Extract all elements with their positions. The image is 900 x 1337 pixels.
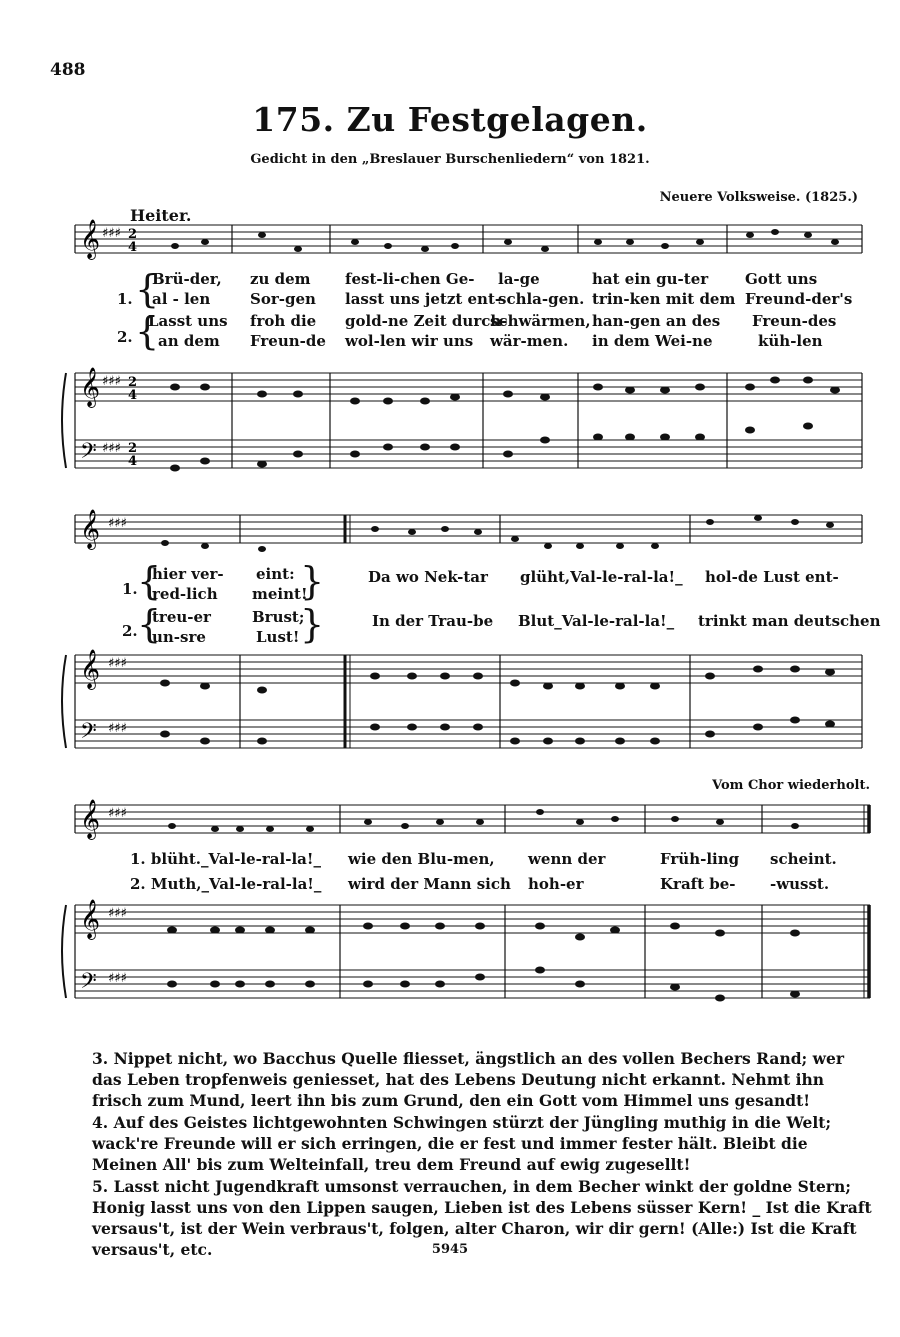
lyric: glüht,Val-le-ral-la!_ [520, 568, 683, 586]
lyric: Freun-des [752, 312, 837, 330]
lyric-brace: { [137, 559, 162, 603]
voice-staff-system3 [75, 805, 870, 833]
piano-bass-staff-system2 [75, 720, 862, 748]
verse-number-1: 1. [117, 290, 133, 308]
key-signature: ♯♯♯ [102, 226, 121, 241]
page-number: 488 [50, 60, 86, 80]
verse-number-2: 2. [122, 622, 138, 640]
lyric: la-ge [498, 270, 540, 288]
lyric: Lust! [256, 628, 300, 646]
barlines-system3 [75, 805, 762, 998]
lyric: froh die [250, 312, 317, 330]
lyric: treu-er [152, 608, 211, 626]
lyric: In der Trau-be [372, 612, 494, 630]
lyric: Da wo Nek-tar [368, 568, 488, 586]
lyric: wol-len wir uns [345, 332, 474, 350]
lyric: Gott uns [745, 270, 818, 288]
lyric: han-gen an des [592, 312, 721, 330]
lyric: hol-de Lust ent- [705, 568, 839, 586]
treble-clef: 𝄞 [80, 219, 101, 259]
lyric: red-lich [152, 585, 218, 603]
piano-treble-staff-system1 [75, 373, 862, 401]
lyric: hoh-er [528, 875, 584, 893]
lyric: lasst uns jetzt ent- [345, 290, 502, 308]
piano-treble-staff-system2 [75, 655, 862, 683]
key-signature: ♯♯♯ [108, 906, 127, 921]
lyric-brace: } [300, 602, 325, 646]
chorus-repeat-note: Vom Chor wiederholt. [712, 778, 870, 793]
bass-clef: 𝄢 [80, 439, 97, 469]
treble-clef: 𝄞 [80, 509, 101, 549]
treble-clef: 𝄞 [80, 367, 101, 407]
lyric: trinkt man deutschen [698, 612, 881, 630]
lyric: 1. blüht._Val-le-ral-la!_ [130, 850, 321, 868]
verse-4: 4. Auf des Geistes lichtgewohnten Schwingen stürzt der Jüngling muthig in die Welt; wack're Freunde will er sich erringen, die er fest und immer fester hält. Bleibt die Meinen All' bis zum Welteinfall, treu dem Freund auf ewig zugesellt! [92, 1113, 832, 1174]
lyric: al - len [152, 290, 211, 308]
plate-number: 5945 [431, 1242, 469, 1257]
lyric-brace: } [300, 559, 325, 603]
lyric: an dem [158, 332, 220, 350]
notes-system1 [170, 229, 840, 472]
lyric: wär-men. [490, 332, 569, 350]
lyric: wie den Blu-men, [348, 850, 495, 868]
piano-treble-staff-system3 [75, 905, 870, 933]
final-barline-system3 [864, 805, 869, 998]
lyric-brace: { [135, 267, 160, 311]
lyric: hier ver- [152, 565, 224, 583]
lyric: Lasst uns [148, 312, 228, 330]
lyric-brace: { [135, 309, 160, 353]
bass-clef: 𝄢 [80, 719, 97, 749]
lyric: schla-gen. [498, 290, 585, 308]
repeat-sign-system2 [345, 515, 350, 748]
time-signature: 2 [128, 441, 138, 456]
lyric: Früh-ling [660, 850, 740, 868]
bass-clef: 𝄢 [80, 969, 97, 999]
lyric: zu dem [250, 270, 311, 288]
lyric: un-sre [152, 628, 206, 646]
lyric: fest-li-chen Ge- [345, 270, 475, 288]
song-subtitle: Gedicht in den „Breslauer Burschenliedern“ von 1821. [250, 152, 650, 167]
lyric: hat ein gu-ter [592, 270, 709, 288]
lyric: scheint. [770, 850, 837, 868]
time-signature: 4 [128, 388, 138, 403]
lyric: wird der Mann sich [348, 875, 511, 893]
key-signature: ♯♯♯ [108, 806, 127, 821]
composer-credit: Neuere Volksweise. (1825.) [659, 190, 858, 205]
time-signature: 2 [128, 375, 138, 390]
tempo-marking: Heiter. [130, 206, 192, 225]
key-signature: ♯♯♯ [108, 656, 127, 671]
verse-3: 3. Nippet nicht, wo Bacchus Quelle fliesset, ängstlich an des vollen Bechers Rand; wer das Leben tropfenweis geniesset, hat des Lebens Deutung nicht erkannt. Nehmt ihn frisch zum Mund, leert ihn bis zum Grund, den ein Gott vom Himmel uns gesandt! [92, 1049, 845, 1110]
time-signature: 2 [128, 227, 138, 242]
lyric: meint! [252, 585, 308, 603]
verse-number-2: 2. [117, 328, 133, 346]
treble-clef: 𝄞 [80, 649, 101, 689]
piano-bass-staff-system1 [75, 440, 862, 468]
lyric: Kraft be- [660, 875, 736, 893]
song-title: 175. Zu Festgelagen. [252, 100, 648, 139]
piano-bass-staff-system3 [75, 970, 870, 998]
time-signature: 4 [128, 454, 138, 469]
piano-brace-system2 [62, 655, 66, 748]
lyric: wenn der [528, 850, 606, 868]
treble-clef: 𝄞 [80, 899, 101, 939]
lyric: Brü-der, [152, 270, 222, 288]
key-signature: ♯♯♯ [108, 516, 127, 531]
treble-clef: 𝄞 [80, 799, 101, 839]
lyric: trin-ken mit dem [592, 290, 736, 308]
time-signature: 4 [128, 240, 138, 255]
lyric: küh-len [758, 332, 823, 350]
lyric: 2. Muth,_Val-le-ral-la!_ [130, 875, 322, 893]
voice-staff-system1 [75, 225, 862, 253]
verse-number-1: 1. [122, 580, 138, 598]
key-signature: ♯♯♯ [102, 441, 121, 456]
lyric: eint: [256, 565, 295, 583]
piano-brace-system3 [62, 905, 66, 998]
lyric: Blut_Val-le-ral-la!_ [518, 612, 675, 630]
lyric: schwärmen, [490, 312, 591, 330]
key-signature: ♯♯♯ [108, 971, 127, 986]
lyric: Brust; [252, 608, 305, 626]
lyric: in dem Wei-ne [592, 332, 713, 350]
verse-5: 5. Lasst nicht Jugendkraft umsonst verrauchen, in dem Becher winkt der goldne Stern; Honig lasst uns von den Lippen saugen, Lieben ist des Lebens süsser Kern! _ Ist die Kraft versaus't, ist der Wein verbraus't, folgen, alter Charon, wir dir gern! (Alle:) Ist die Kraft versaus't, etc. [92, 1177, 872, 1259]
key-signature: ♯♯♯ [102, 374, 121, 389]
lyric: Freun-de [250, 332, 326, 350]
piano-brace-system1 [62, 373, 66, 468]
key-signature: ♯♯♯ [108, 721, 127, 736]
lyric-brace: { [137, 602, 162, 646]
lyric: -wusst. [770, 875, 830, 893]
lyric: Sor-gen [250, 290, 316, 308]
lyric: Freund-der's [745, 290, 853, 308]
voice-staff-system2 [75, 515, 862, 543]
lyric: gold-ne Zeit durch- [345, 312, 508, 330]
